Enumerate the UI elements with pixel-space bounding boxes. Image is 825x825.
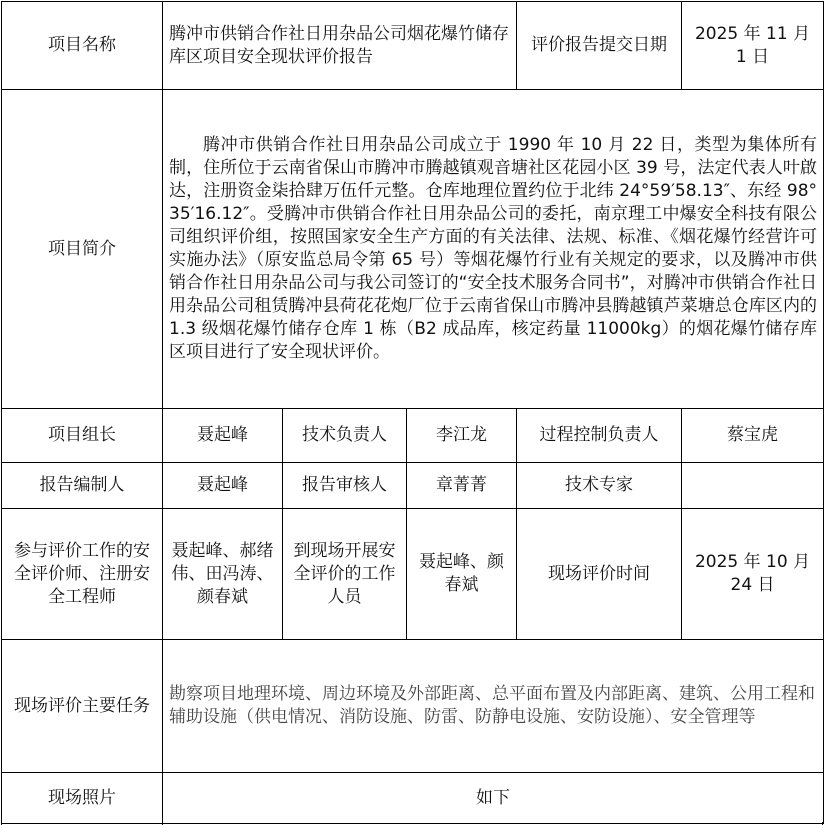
report-writer-value: 聂起峰 xyxy=(163,463,283,509)
tech-lead-value: 李江龙 xyxy=(407,409,517,463)
main-tasks-label: 现场评价主要任务 xyxy=(2,640,163,773)
tech-expert-label: 技术专家 xyxy=(517,463,682,509)
site-photos-label: 现场照片 xyxy=(2,773,163,824)
row-evaluators xyxy=(2,509,824,640)
project-summary-label: 项目简介 xyxy=(2,90,163,409)
onsite-time-value: 2025 年 10 月 24 日 xyxy=(682,509,824,640)
onsite-staff-value: 聂起峰、颜春斌 xyxy=(407,509,517,640)
project-name-value: 腾冲市供销合作社日用杂品公司烟花爆竹储存库区项目安全现状评价报告 xyxy=(163,2,517,90)
row-project-summary xyxy=(2,90,824,409)
onsite-time-label: 现场评价时间 xyxy=(517,509,682,640)
project-name-label: 项目名称 xyxy=(2,2,163,90)
project-leader-label: 项目组长 xyxy=(2,409,163,463)
main-tasks-text: 勘察项目地理环境、周边环境及外部距离、总平面布置及内部距离、建筑、公用工程和辅助设施（供电情况、消防设施、防雷、防静电设施、安防设施）、安全管理等 xyxy=(163,640,824,773)
row-team-leads xyxy=(2,409,824,463)
project-leader-value: 聂起峰 xyxy=(163,409,283,463)
row-site-photos xyxy=(2,773,824,824)
tech-lead-label: 技术负责人 xyxy=(283,409,407,463)
process-control-label: 过程控制负责人 xyxy=(517,409,682,463)
process-control-value: 蔡宝虎 xyxy=(682,409,824,463)
submit-date-value: 2025 年 11 月 1 日 xyxy=(682,2,824,90)
site-photos-value: 如下 xyxy=(163,773,824,824)
row-report-staff xyxy=(2,463,824,509)
project-summary-text: 腾冲市供销合作社日用杂品公司成立于 1990 年 10 月 22 日，类型为集体所有制，住所位于云南省保山市腾冲市腾越镇观音塘社区花园小区 39 号，法定代表人叶啟达，注册资金柒拾肆万伍仟元整。仓库地理位置约位于北纬 24°59′58.13″、东经 98°35′16.12″。受腾冲市供销合作社日用杂品公司的委托，南京理工中爆安全科技有限公司组织评价组，按照国家安全生产方面的有关法律、法规、标准、《烟花爆竹经营许可实施办法》（原安监总局令第 65 号）等烟花爆竹行业有关规定的要求，以及腾冲市供销合作社日用杂品公司与我公司签订的“安全技术服务合同书”，对腾冲市供销合作社日用杂品公司租赁腾冲县荷花花炮厂位于云南省保山市腾冲县腾越镇芦菜塘总仓库区内的 1.3 级烟花爆竹储存仓库 1 栋（B2 成品库，核定药量 11000kg）的烟花爆竹储存库区项目进行了安全现状评价。 xyxy=(163,90,824,409)
report-reviewer-value: 章菁菁 xyxy=(407,463,517,509)
tech-expert-value xyxy=(682,463,824,509)
submit-date-label: 评价报告提交日期 xyxy=(517,2,682,90)
evaluators-label: 参与评价工作的安全评价师、注册安全工程师 xyxy=(2,509,163,640)
report-writer-label: 报告编制人 xyxy=(2,463,163,509)
report-reviewer-label: 报告审核人 xyxy=(283,463,407,509)
row-project-name xyxy=(2,2,824,90)
row-main-tasks xyxy=(2,640,824,773)
evaluators-value: 聂起峰、郝绪伟、田冯涛、颜春斌 xyxy=(163,509,283,640)
evaluation-info-table xyxy=(1,1,824,824)
onsite-staff-label: 到现场开展安全评价的工作人员 xyxy=(283,509,407,640)
